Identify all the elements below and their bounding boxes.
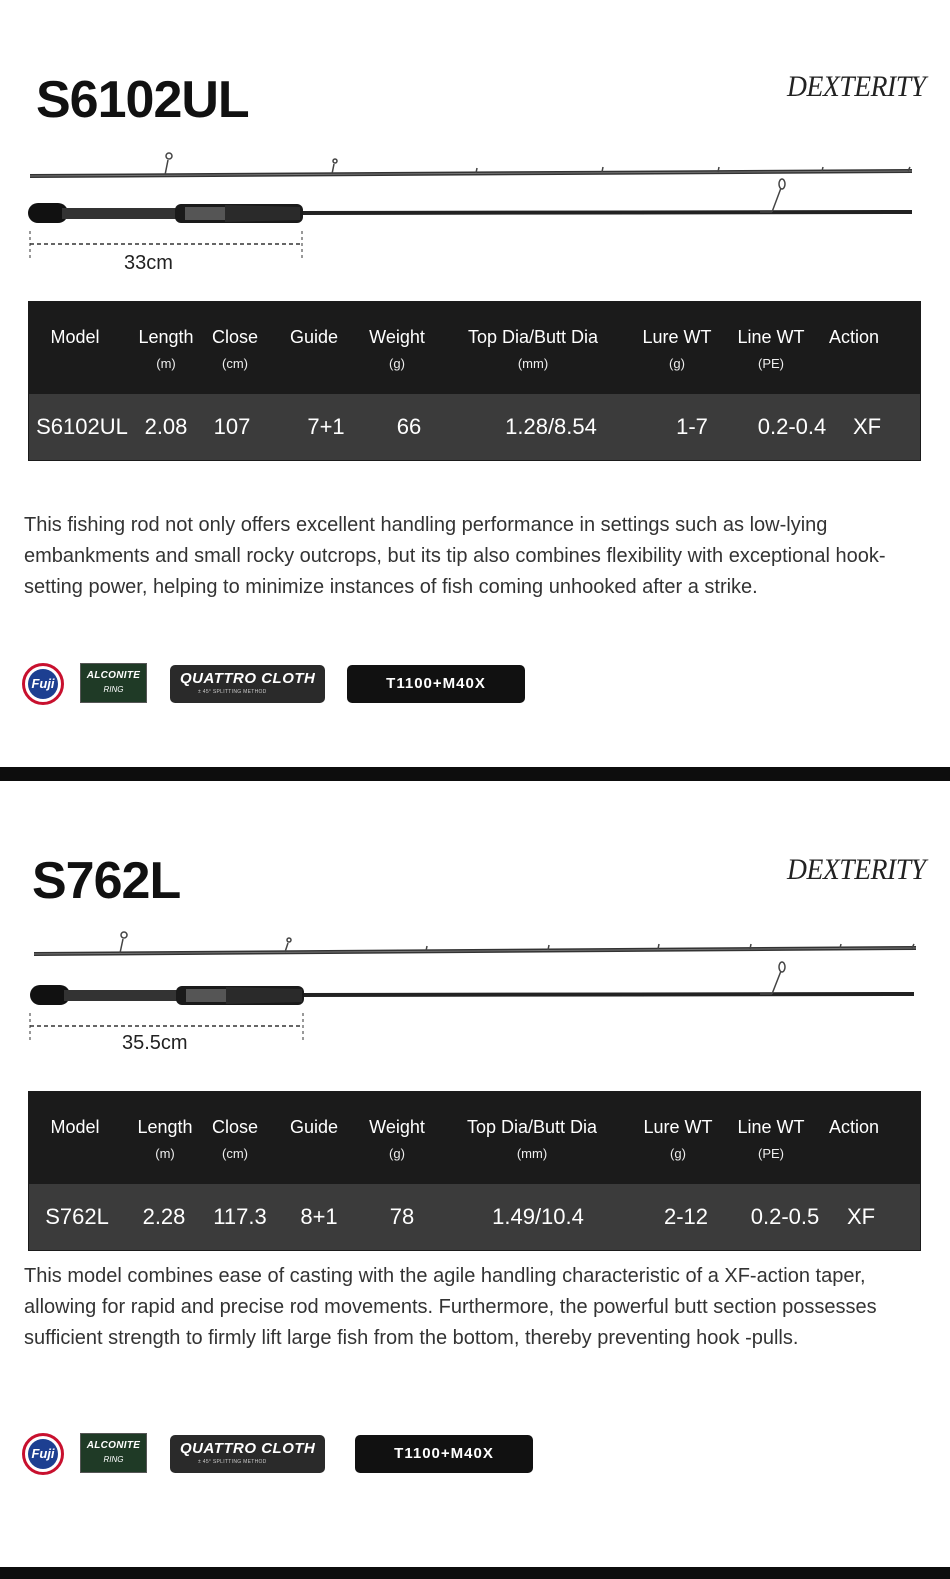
feature-badges	[22, 663, 542, 707]
th-close: Close (cm)	[211, 1117, 259, 1161]
td-close: 107	[213, 414, 251, 439]
feature-badges	[22, 1433, 542, 1477]
th-line-wt: Line WT (PE)	[737, 1117, 805, 1161]
fuji-logo: Fuji	[22, 1433, 64, 1475]
td-model: S762L	[45, 1204, 109, 1229]
alconite-ring-badge: ALCONITE RING	[80, 663, 147, 703]
handle-length-label: 35.5cm	[122, 1032, 188, 1054]
td-model: S6102UL	[36, 414, 128, 439]
td-weight: 66	[396, 414, 422, 439]
th-length: Length (m)	[137, 1117, 193, 1161]
alconite-ring-badge: ALCONITE RING	[80, 1433, 147, 1473]
th-guide: Guide	[289, 1117, 339, 1137]
th-dia: Top Dia/Butt Dia (mm)	[466, 1117, 598, 1161]
td-weight: 78	[389, 1204, 415, 1229]
handle-length-label: 33cm	[124, 252, 173, 274]
product-description: This fishing rod not only offers excellent handling performance in settings such as low-lying embankments and small rocky outcrops, but its tip also combines flexibility with exceptional hook-setting power, helping to minimize instances of fish coming unhooked after a strike.	[24, 514, 886, 598]
rod-illustration	[0, 0, 950, 280]
table-row	[28, 1183, 921, 1251]
td-line-wt: 0.2-0.4	[757, 414, 827, 439]
th-model: Model	[50, 327, 100, 347]
section-divider	[0, 767, 950, 781]
product-description: This model combines ease of casting with the agile handling characteristic of a XF-action taper, allowing for rapid and precise rod movements. Furthermore, the powerful butt section possesses sufficient strength to firmly lift large fish from the bottom, thereby preventing hook -pulls.	[24, 1265, 877, 1349]
th-line-wt: Line WT (PE)	[737, 327, 805, 371]
td-action: XF	[846, 1204, 876, 1229]
quattro-cloth-badge: QUATTRO CLOTH ± 45° SPLITTING METHOD	[170, 665, 325, 703]
td-length: 2.28	[142, 1204, 186, 1229]
th-weight: Weight (g)	[369, 1117, 425, 1161]
th-dia: Top Dia/Butt Dia (mm)	[467, 327, 599, 371]
material-badge: T1100+M40X	[347, 665, 525, 703]
spec-table-header	[28, 1091, 921, 1183]
model-title: S762L	[32, 852, 181, 910]
td-close: 117.3	[213, 1204, 267, 1229]
material-badge: T1100+M40X	[355, 1435, 533, 1473]
fuji-logo: Fuji	[22, 663, 64, 705]
th-model: Model	[50, 1117, 100, 1137]
td-dia: 1.28/8.54	[505, 414, 597, 439]
td-action: XF	[852, 414, 882, 439]
th-close: Close (cm)	[211, 327, 259, 371]
table-row	[28, 393, 921, 461]
th-weight: Weight (g)	[369, 327, 425, 371]
th-lure-wt: Lure WT (g)	[642, 327, 712, 371]
td-length: 2.08	[144, 414, 188, 439]
th-guide: Guide	[289, 327, 339, 347]
spec-table	[28, 301, 921, 461]
product-section-s6102ul	[0, 0, 950, 780]
th-lure-wt: Lure WT (g)	[643, 1117, 713, 1161]
quattro-cloth-badge: QUATTRO CLOTH ± 45° SPLITTING METHOD	[170, 1435, 325, 1473]
td-dia: 1.49/10.4	[492, 1204, 584, 1229]
td-guide: 8+1	[300, 1204, 338, 1229]
th-action: Action	[828, 327, 880, 347]
td-guide: 7+1	[307, 414, 345, 439]
td-line-wt: 0.2-0.5	[750, 1204, 820, 1229]
spec-table	[28, 1091, 921, 1251]
section-divider	[0, 1567, 950, 1579]
brand-logo: DEXTERITY	[787, 853, 926, 886]
model-title: S6102UL	[36, 71, 249, 129]
th-length: Length (m)	[138, 327, 194, 371]
td-lure-wt: 2-12	[663, 1204, 709, 1229]
brand-logo: DEXTERITY	[787, 70, 926, 103]
td-lure-wt: 1-7	[676, 414, 708, 439]
spec-table-header	[28, 301, 921, 393]
th-action: Action	[828, 1117, 880, 1137]
rod-illustration	[0, 787, 950, 1067]
product-section-s762l	[0, 787, 950, 1567]
